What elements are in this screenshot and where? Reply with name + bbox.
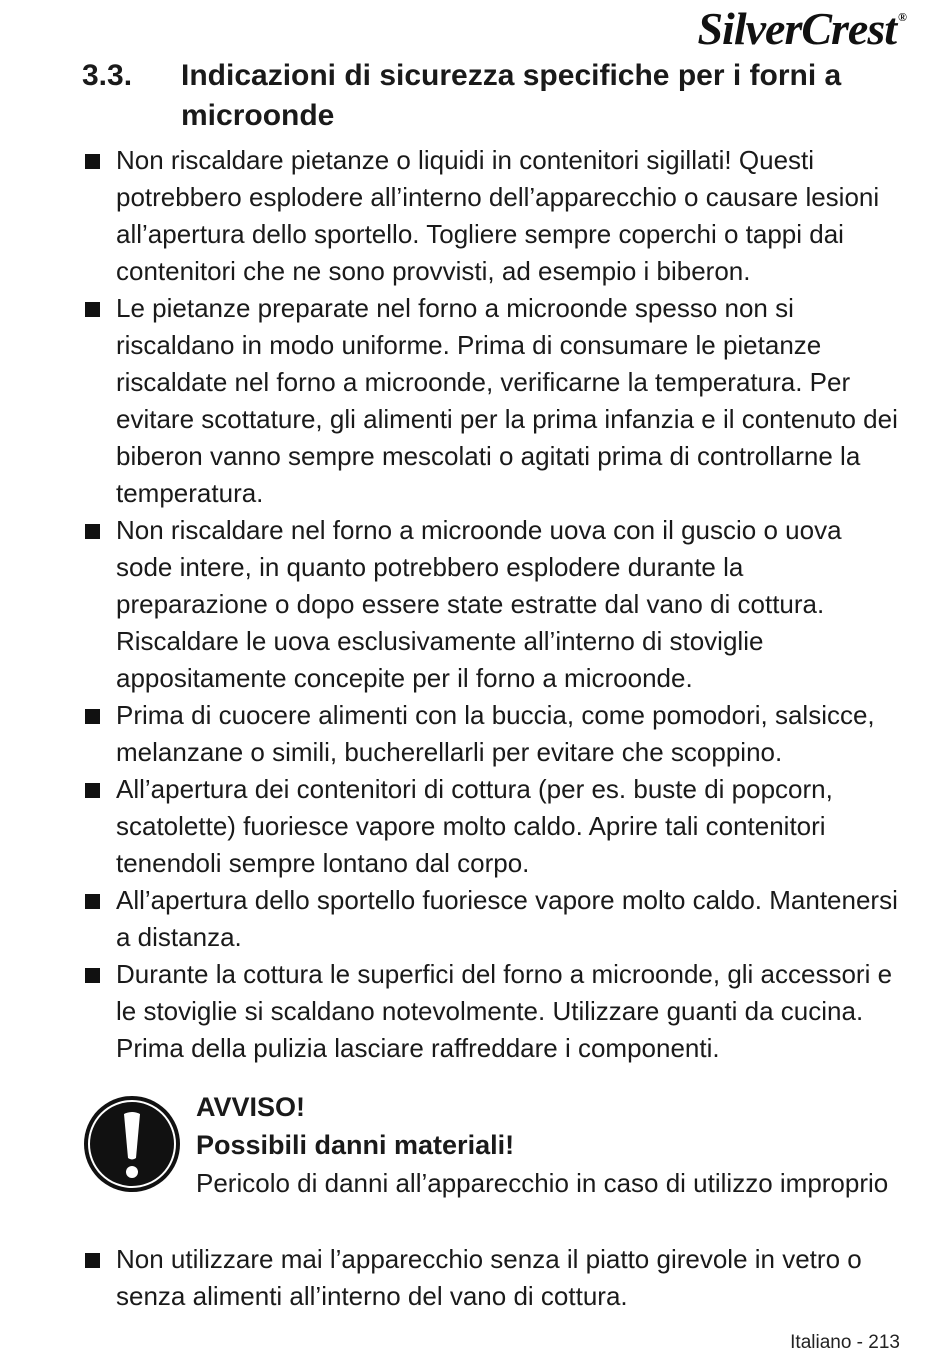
bullet-square-icon bbox=[85, 302, 100, 317]
list-item bbox=[82, 697, 902, 771]
brand-reg-mark: ® bbox=[898, 10, 906, 24]
page-footer: Italiano - 213 bbox=[790, 1332, 900, 1353]
bullet-square-icon bbox=[85, 783, 100, 798]
bullet-square-icon bbox=[85, 709, 100, 724]
bullet-square-icon bbox=[85, 524, 100, 539]
warning-heading: AVVISO! bbox=[196, 1092, 306, 1122]
list-item bbox=[82, 290, 902, 512]
list-item-text: Non riscaldare nel forno a microonde uova con il guscio o uova sode intere, in quanto potrebbero esplodere durante la preparazione o dopo essere state estratte dal vano di cottura. Riscaldare le uova esclusivamente all’interno di stoviglie appositamente concepite per il forno a microonde. bbox=[116, 515, 842, 693]
warning-text-block bbox=[196, 1088, 896, 1202]
bullet-square-icon bbox=[85, 894, 100, 909]
list-item-text: All’apertura dei contenitori di cottura (per es. buste di popcorn, scatolette) fuoriesce vapore molto caldo. Aprire tali contenitori tenendoli sempre lontano dal corpo. bbox=[116, 774, 833, 878]
warning-block bbox=[82, 1088, 902, 1238]
list-item bbox=[82, 882, 902, 956]
list-item-text: All’apertura dello sportello fuoriesce vapore molto caldo. Mantenersi a distanza. bbox=[116, 885, 898, 952]
warning-subheading: Possibili danni materiali! bbox=[196, 1130, 515, 1160]
list-item bbox=[82, 956, 902, 1067]
safety-list-continued bbox=[82, 1241, 902, 1315]
bullet-square-icon bbox=[85, 154, 100, 169]
section-title: Indicazioni di sicurezza specifiche per i forni a microonde bbox=[181, 59, 842, 132]
list-item-text: Non riscaldare pietanze o liquidi in contenitori sigillati! Questi potrebbero esplodere all’interno dell’apparecchio o causare lesioni all’apertura dello sportello. Togliere sempre coperchi o tappi dai contenitori che ne sono provvisti, ad esempio i biberon. bbox=[116, 145, 880, 286]
list-item bbox=[82, 512, 902, 697]
safety-list bbox=[82, 142, 902, 1067]
list-item-text: Le pietanze preparate nel forno a microonde spesso non si riscaldano in modo uniforme. Prima di consumare le pietanze riscaldate nel forno a microonde, verificarne la temperatura. Per evitare scottature, gli alimenti per la prima infanzia e il contenuto dei biberon vanno sempre mescolati o agitati prima di controllarne la temperatura. bbox=[116, 293, 898, 508]
list-item bbox=[82, 142, 902, 290]
list-item bbox=[82, 1241, 902, 1315]
bullet-square-icon bbox=[85, 968, 100, 983]
list-item bbox=[82, 771, 902, 882]
brand-logo bbox=[697, 2, 906, 55]
section-number: 3.3. bbox=[82, 59, 133, 92]
brand-name: SilverCrest bbox=[697, 3, 897, 54]
list-item-text: Prima di cuocere alimenti con la buccia, come pomodori, salsicce, melanzane o simili, bucherellarli per evitare che scoppino. bbox=[116, 700, 875, 767]
exclamation-circle-icon bbox=[82, 1094, 182, 1194]
warning-description: Pericolo di danni all’apparecchio in caso di utilizzo improprio bbox=[196, 1168, 889, 1198]
list-item-text: Non utilizzare mai l’apparecchio senza il piatto girevole in vetro o senza alimenti all’interno del vano di cottura. bbox=[116, 1244, 862, 1311]
list-item-text: Durante la cottura le superfici del forno a microonde, gli accessori e le stoviglie si scaldano notevolmente. Utilizzare guanti da cucina. Prima della pulizia lasciare raffreddare i componenti. bbox=[116, 959, 893, 1063]
bullet-square-icon bbox=[85, 1253, 100, 1268]
